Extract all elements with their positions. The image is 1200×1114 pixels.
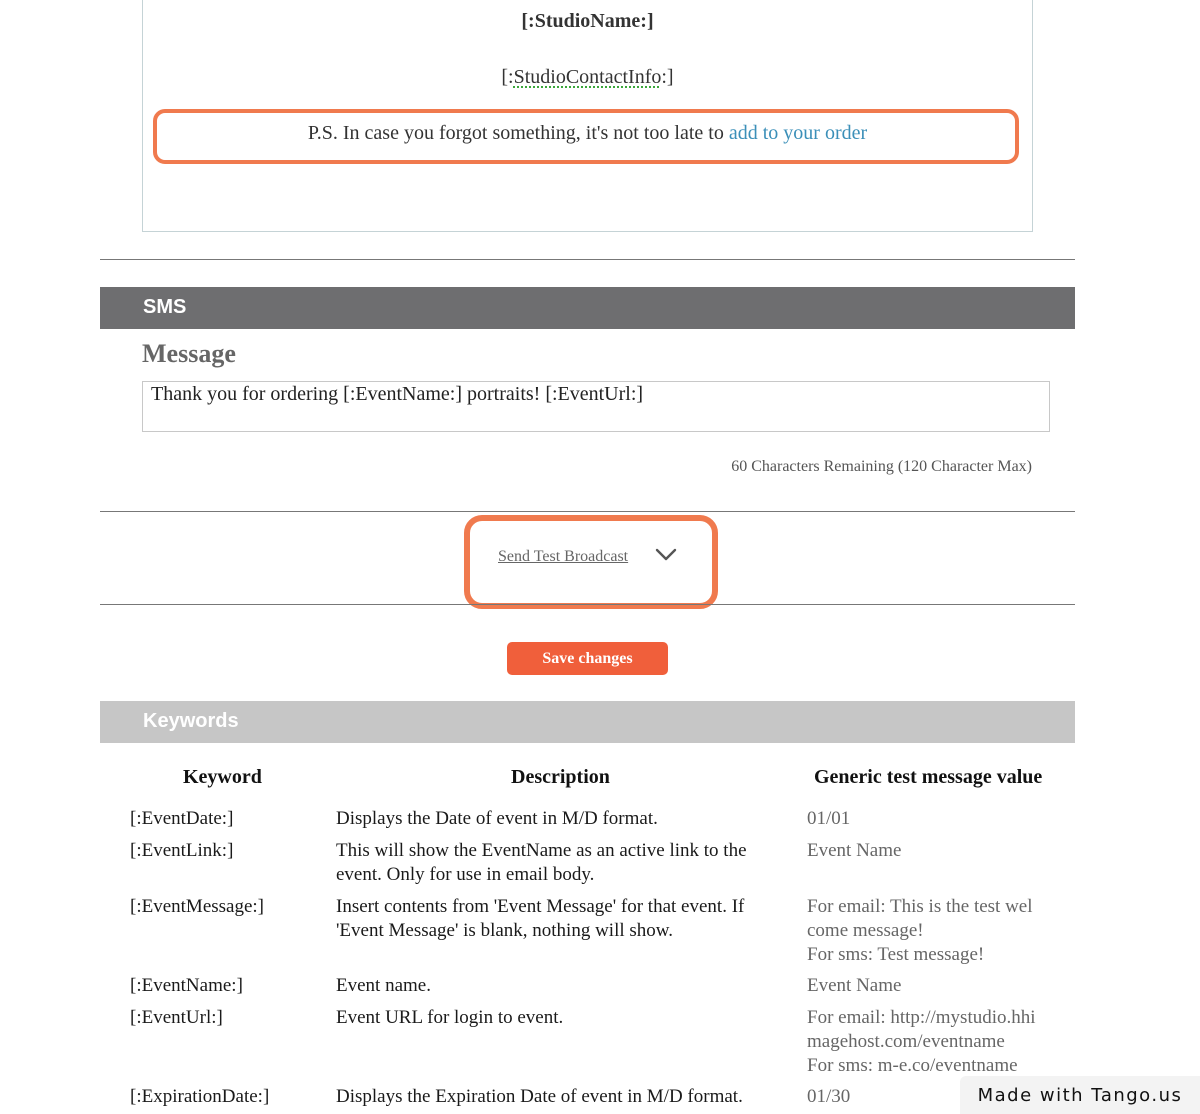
description-line: Event URL for login to event. [336,1007,564,1028]
description-cell [336,974,776,998]
value-cell [807,839,1047,863]
save-changes-button[interactable]: Save changes [507,642,668,675]
contact-word: StudioContactInfo [513,66,662,88]
send-test-broadcast-link[interactable]: Send Test Broadcast [498,548,629,565]
contact-prefix: [: [501,66,514,88]
description-line: This will show the EventName as an active link to the [336,840,747,861]
contact-suffix: :] [661,66,674,88]
column-header-test-value: Generic test message value [814,766,1043,788]
description-cell [336,839,776,887]
highlight-ps-line [153,109,1019,164]
value-cell [807,1006,1047,1078]
description-line: Event name. [336,975,431,996]
chars-remaining-text: 60 Characters Remaining (120 Character Max) [731,458,1032,475]
value-line: 01/01 [807,808,851,829]
keyword-cell: [:EventLink:] [130,840,234,861]
keyword-cell: [:EventName:] [130,975,243,996]
keywords-section-header [100,701,1075,743]
description-line: Displays the Date of event in M/D format. [336,808,658,829]
studio-contact-placeholder [143,66,1032,89]
divider [100,604,1075,605]
sms-message-input[interactable]: Thank you for ordering [:EventName:] portraits! [:EventUrl:] [142,381,1050,432]
highlight-test-broadcast [464,515,718,609]
description-line: Insert contents from 'Event Message' for that event. If [336,896,745,917]
description-cell [336,1085,776,1109]
column-header-description: Description [511,766,610,788]
value-line: come message! [807,920,924,941]
message-label: Message [142,339,236,368]
column-header-keyword: Keyword [183,766,262,788]
sms-section-header [100,287,1075,329]
description-line: event. Only for use in email body. [336,864,595,885]
value-line: 01/30 [807,1086,851,1107]
keyword-cell: [:EventMessage:] [130,896,265,917]
value-line: magehost.com/eventname [807,1031,1005,1052]
made-with-tango-badge[interactable]: Made with Tango.us [960,1076,1200,1114]
value-line: For email: This is the test wel [807,896,1033,917]
value-line: Event Name [807,840,902,861]
keywords-title: Keywords [143,710,239,732]
value-line: For sms: m-e.co/eventname [807,1055,1018,1076]
studio-name-placeholder: [:StudioName:] [521,10,654,32]
add-to-order-link[interactable]: add to your order [728,122,868,144]
value-cell [807,895,1047,967]
divider [100,511,1075,512]
description-cell [336,807,776,831]
description-line: Displays the Expiration Date of event in M/D format. [336,1086,743,1107]
keyword-cell: [:EventDate:] [130,808,234,829]
value-cell [807,974,1047,998]
value-line: Event Name [807,975,902,996]
divider [100,259,1075,260]
value-cell [807,807,1047,831]
value-line: For sms: Test message! [807,944,985,965]
keyword-cell: [:ExpirationDate:] [130,1086,270,1107]
keyword-cell: [:EventUrl:] [130,1007,223,1028]
description-line: 'Event Message' is blank, nothing will show. [336,920,674,941]
description-cell [336,895,776,943]
description-cell [336,1006,776,1030]
value-line: For email: http://mystudio.hhi [807,1007,1036,1028]
sms-title: SMS [143,296,187,318]
ps-text: P.S. In case you forgot something, it's not too late to [307,122,729,144]
